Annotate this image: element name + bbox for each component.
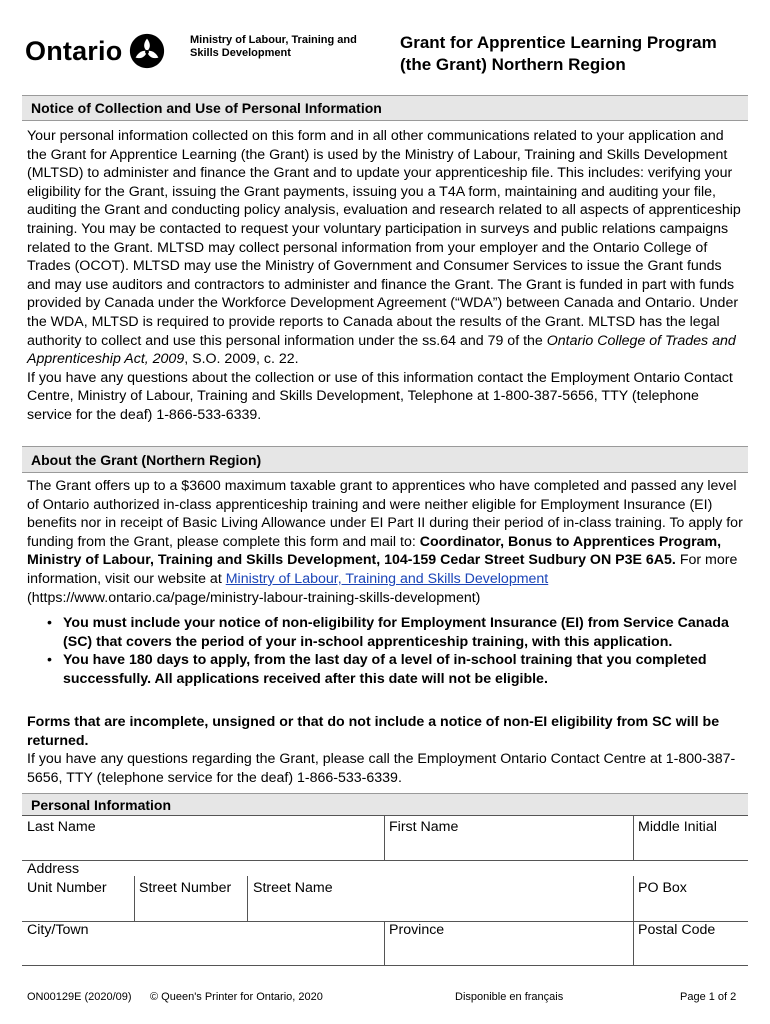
postal-code-label: Postal Code bbox=[638, 922, 716, 938]
trillium-icon bbox=[128, 32, 166, 70]
last-name-label: Last Name bbox=[27, 819, 96, 835]
page-title bbox=[400, 32, 760, 76]
street-number-label: Street Number bbox=[139, 880, 232, 896]
mailing-address: Coordinator, Bonus to Apprentices Program, Ministry of Labour, Training and Skills Development, 104-159 Cedar Street Sudbury ON P3E 6A5. bbox=[27, 533, 722, 569]
copyright: © Queen's Printer for Ontario, 2020 bbox=[150, 991, 323, 1003]
contact-text: If you have any questions regarding the Grant, please call the Employment Ontario Contact Centre at 1-800-387-5656, TTY (telephone service for the deaf) 1-866-533-6339. bbox=[27, 751, 736, 786]
personal-info-table bbox=[22, 815, 748, 938]
title-line-2: (the Grant) Northern Region bbox=[400, 55, 626, 74]
ontario-logo bbox=[25, 32, 166, 70]
website-url: (https://www.ontario.ca/page/ministry-labour-training-skills-development) bbox=[27, 589, 481, 606]
address-label: Address bbox=[27, 861, 80, 877]
notice-text: Your personal information collected on this form and in all other communications related to your application and the Grant for Apprentice Learning (the Grant) is used by the Ministry of Labour, Training and Skills Development (MLTSD) to administer and finance the Grant and to update your apprenticeship file. This includes: verifying your eligibility for the Grant, issuing the Grant payments, issuing you a T4A form, maintaining and auditing your file, auditing the Grant and conducting policy analysis, evaluation and research related to all aspects of apprenticeship training. You may be contacted to request your voluntary participation in surveys and public relations campaigns related to the Grant. MLTSD may collect personal information from your employer and the Ontario College of Trades (OCOT). MLTSD may use the Ministry of Government and Consumer Services to issue the Grant funds and may use auditors and contractors to administer and finance the Grant. The Grant is funded in part with funds provided by Canada under the Workforce Development Agreement (“WDA”) between Canada and Ontario. Under the WDA, MLTSD is required to provide reports to Canada about the results of the Grant. MLTSD has the legal authority to collect and use this personal information under the ss.64 and 79 of the bbox=[27, 128, 741, 349]
po-box-label: PO Box bbox=[638, 880, 687, 896]
about-text-2: For more information, visit our website at bbox=[27, 552, 738, 587]
notice-body bbox=[27, 127, 747, 425]
notice-citation: , S.O. 2009, c. 22. bbox=[184, 351, 299, 368]
list-item: • You have 180 days to apply, from the last day of a level of in-school training that you completed successfully. All applications received after this date will not be eligible. bbox=[45, 651, 745, 688]
unit-number-label: Unit Number bbox=[27, 880, 107, 896]
personal-info-heading: Personal Information bbox=[22, 793, 748, 816]
city-label: City/Town bbox=[27, 922, 89, 938]
warning-text: Forms that are incomplete, unsigned or that do not include a notice of non-EI eligibility from SC will be returned. bbox=[27, 714, 720, 749]
list-item: • You must include your notice of non-eligibility for Employment Insurance (EI) from Service Canada (SC) that covers the period of your in-school apprenticeship training, with this application. bbox=[45, 614, 745, 651]
middle-initial-label: Middle Initial bbox=[638, 819, 717, 835]
about-footer-text bbox=[27, 713, 747, 787]
first-name-label: First Name bbox=[389, 819, 459, 835]
province-label: Province bbox=[389, 922, 445, 938]
act-name: Ontario College of Trades and Apprenticeship Act, 2009 bbox=[27, 332, 736, 368]
title-line-1: Grant for Apprentice Learning Program bbox=[400, 33, 717, 52]
notice-paragraph-1 bbox=[27, 127, 747, 369]
page-number: Page 1 of 2 bbox=[680, 991, 737, 1003]
logo-wordmark: Ontario bbox=[25, 35, 123, 66]
requirements-list bbox=[45, 614, 745, 688]
about-heading: About the Grant (Northern Region) bbox=[22, 446, 748, 473]
ministry-name: Ministry of Labour, Training and Skills Development bbox=[190, 34, 357, 59]
ministry-website-link[interactable]: Ministry of Labour, Training and Skills Development bbox=[225, 570, 549, 587]
about-paragraph bbox=[27, 477, 747, 607]
street-name-label: Street Name bbox=[253, 880, 333, 896]
about-body bbox=[27, 477, 747, 607]
french-availability: Disponible en français bbox=[455, 991, 564, 1003]
about-text: The Grant offers up to a $3600 maximum taxable grant to apprentices who have completed and passed any level of Ontario authorized in-class apprenticeship training and were neither eligible for Employment Insurance (EI) benefits nor in receipt of Basic Living Allowance under EI Part II during their period of in-class training. To apply for funding from the Grant, please complete this form and mail to: bbox=[27, 478, 743, 550]
notice-heading: Notice of Collection and Use of Personal Information bbox=[22, 95, 748, 121]
notice-paragraph-2: If you have any questions about the collection or use of this information contact the Employment Ontario Contact Centre, Ministry of Labour, Training and Skills Development, Telephone at 1-800-387-5656, TTY (telephone service for the deaf) 1-866-533-6339. bbox=[27, 369, 733, 423]
form-id: ON00129E (2020/09) bbox=[27, 991, 132, 1003]
form-header bbox=[22, 20, 748, 82]
